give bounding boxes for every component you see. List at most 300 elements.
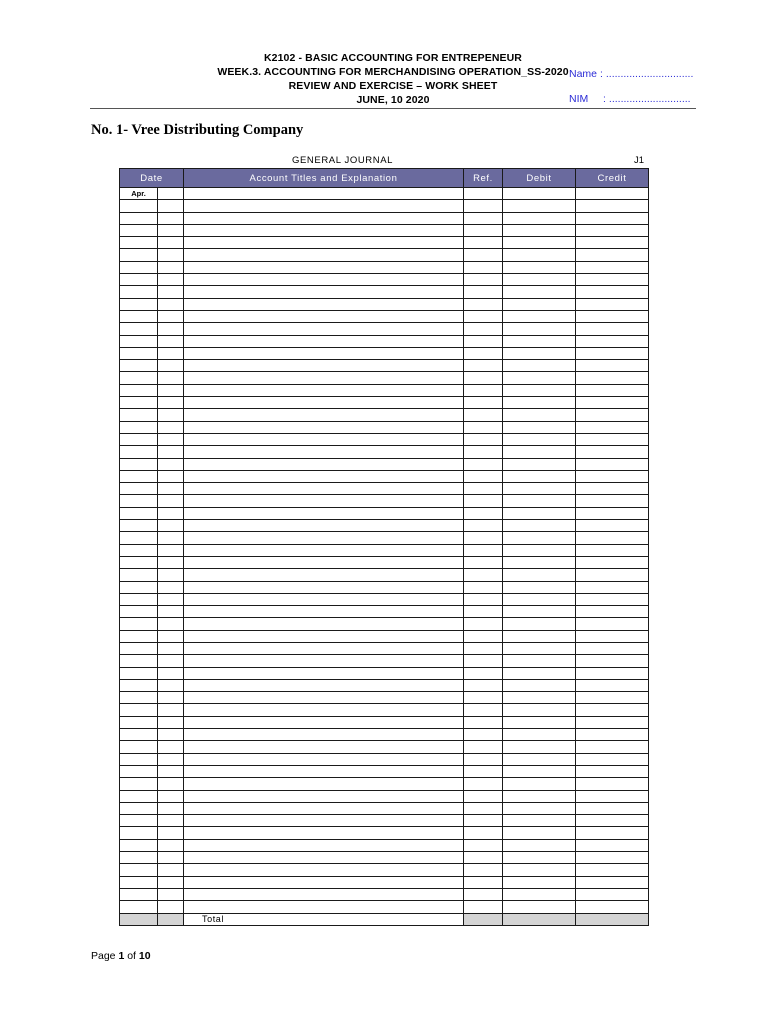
date-month-cell[interactable] — [120, 606, 158, 618]
date-month-cell[interactable] — [120, 433, 158, 445]
date-day-cell[interactable] — [158, 852, 184, 864]
ref-cell[interactable] — [464, 815, 503, 827]
debit-cell[interactable] — [503, 323, 576, 335]
ref-cell[interactable] — [464, 852, 503, 864]
account-cell[interactable] — [184, 495, 464, 507]
account-cell[interactable] — [184, 446, 464, 458]
date-month-cell[interactable] — [120, 520, 158, 532]
date-month-cell[interactable] — [120, 200, 158, 212]
debit-cell[interactable] — [503, 606, 576, 618]
ref-cell[interactable] — [464, 790, 503, 802]
debit-cell[interactable] — [503, 753, 576, 765]
account-cell[interactable] — [184, 261, 464, 273]
debit-cell[interactable] — [503, 507, 576, 519]
ref-cell[interactable] — [464, 778, 503, 790]
date-day-cell[interactable] — [158, 716, 184, 728]
debit-cell[interactable] — [503, 630, 576, 642]
date-month-cell[interactable] — [120, 692, 158, 704]
debit-cell[interactable] — [503, 852, 576, 864]
ref-cell[interactable] — [464, 200, 503, 212]
debit-cell[interactable] — [503, 876, 576, 888]
date-month-cell[interactable] — [120, 901, 158, 913]
date-month-cell[interactable] — [120, 864, 158, 876]
account-cell[interactable] — [184, 704, 464, 716]
date-day-cell[interactable] — [158, 483, 184, 495]
credit-cell[interactable] — [576, 274, 649, 286]
debit-cell[interactable] — [503, 729, 576, 741]
debit-cell[interactable] — [503, 372, 576, 384]
ref-cell[interactable] — [464, 188, 503, 200]
credit-cell[interactable] — [576, 679, 649, 691]
account-cell[interactable] — [184, 716, 464, 728]
total-debit-cell[interactable] — [503, 913, 576, 925]
account-cell[interactable] — [184, 224, 464, 236]
date-month-cell[interactable] — [120, 876, 158, 888]
date-month-cell[interactable] — [120, 495, 158, 507]
date-month-cell[interactable] — [120, 839, 158, 851]
date-day-cell[interactable] — [158, 384, 184, 396]
credit-cell[interactable] — [576, 458, 649, 470]
ref-cell[interactable] — [464, 729, 503, 741]
credit-cell[interactable] — [576, 815, 649, 827]
date-day-cell[interactable] — [158, 864, 184, 876]
ref-cell[interactable] — [464, 642, 503, 654]
ref-cell[interactable] — [464, 224, 503, 236]
account-cell[interactable] — [184, 532, 464, 544]
account-cell[interactable] — [184, 655, 464, 667]
credit-cell[interactable] — [576, 630, 649, 642]
date-day-cell[interactable] — [158, 827, 184, 839]
account-cell[interactable] — [184, 593, 464, 605]
date-month-cell[interactable] — [120, 360, 158, 372]
date-day-cell[interactable] — [158, 544, 184, 556]
date-day-cell[interactable] — [158, 815, 184, 827]
account-cell[interactable] — [184, 544, 464, 556]
debit-cell[interactable] — [503, 802, 576, 814]
date-month-cell[interactable] — [120, 827, 158, 839]
debit-cell[interactable] — [503, 520, 576, 532]
ref-cell[interactable] — [464, 261, 503, 273]
debit-cell[interactable] — [503, 765, 576, 777]
date-day-cell[interactable] — [158, 765, 184, 777]
account-cell[interactable] — [184, 569, 464, 581]
credit-cell[interactable] — [576, 790, 649, 802]
ref-cell[interactable] — [464, 630, 503, 642]
ref-cell[interactable] — [464, 335, 503, 347]
ref-cell[interactable] — [464, 839, 503, 851]
credit-cell[interactable] — [576, 753, 649, 765]
credit-cell[interactable] — [576, 470, 649, 482]
debit-cell[interactable] — [503, 483, 576, 495]
date-month-cell[interactable] — [120, 397, 158, 409]
date-month-cell[interactable] — [120, 593, 158, 605]
credit-cell[interactable] — [576, 852, 649, 864]
account-cell[interactable] — [184, 839, 464, 851]
account-cell[interactable] — [184, 421, 464, 433]
date-day-cell[interactable] — [158, 347, 184, 359]
account-cell[interactable] — [184, 618, 464, 630]
account-cell[interactable] — [184, 360, 464, 372]
ref-cell[interactable] — [464, 606, 503, 618]
ref-cell[interactable] — [464, 433, 503, 445]
debit-cell[interactable] — [503, 310, 576, 322]
date-day-cell[interactable] — [158, 397, 184, 409]
credit-cell[interactable] — [576, 249, 649, 261]
account-cell[interactable] — [184, 876, 464, 888]
ref-cell[interactable] — [464, 347, 503, 359]
account-cell[interactable] — [184, 692, 464, 704]
debit-cell[interactable] — [503, 421, 576, 433]
debit-cell[interactable] — [503, 335, 576, 347]
credit-cell[interactable] — [576, 618, 649, 630]
credit-cell[interactable] — [576, 778, 649, 790]
date-month-cell[interactable] — [120, 409, 158, 421]
date-day-cell[interactable] — [158, 581, 184, 593]
date-month-cell[interactable] — [120, 310, 158, 322]
account-cell[interactable] — [184, 384, 464, 396]
account-cell[interactable] — [184, 581, 464, 593]
debit-cell[interactable] — [503, 360, 576, 372]
ref-cell[interactable] — [464, 888, 503, 900]
credit-cell[interactable] — [576, 839, 649, 851]
debit-cell[interactable] — [503, 704, 576, 716]
date-month-cell[interactable] — [120, 372, 158, 384]
credit-cell[interactable] — [576, 384, 649, 396]
date-day-cell[interactable] — [158, 495, 184, 507]
date-month-cell[interactable] — [120, 507, 158, 519]
debit-cell[interactable] — [503, 569, 576, 581]
credit-cell[interactable] — [576, 224, 649, 236]
credit-cell[interactable] — [576, 310, 649, 322]
total-credit-cell[interactable] — [576, 913, 649, 925]
date-month-cell[interactable] — [120, 335, 158, 347]
account-cell[interactable] — [184, 765, 464, 777]
account-cell[interactable] — [184, 433, 464, 445]
credit-cell[interactable] — [576, 261, 649, 273]
date-month-cell[interactable] — [120, 704, 158, 716]
credit-cell[interactable] — [576, 544, 649, 556]
account-cell[interactable] — [184, 630, 464, 642]
date-day-cell[interactable] — [158, 458, 184, 470]
account-cell[interactable] — [184, 323, 464, 335]
account-cell[interactable] — [184, 212, 464, 224]
ref-cell[interactable] — [464, 495, 503, 507]
date-day-cell[interactable] — [158, 618, 184, 630]
account-cell[interactable] — [184, 507, 464, 519]
credit-cell[interactable] — [576, 888, 649, 900]
date-month-cell[interactable] — [120, 544, 158, 556]
ref-cell[interactable] — [464, 372, 503, 384]
date-month-cell[interactable] — [120, 298, 158, 310]
debit-cell[interactable] — [503, 384, 576, 396]
credit-cell[interactable] — [576, 765, 649, 777]
account-cell[interactable] — [184, 753, 464, 765]
date-month-cell[interactable] — [120, 581, 158, 593]
date-month-cell[interactable] — [120, 532, 158, 544]
ref-cell[interactable] — [464, 556, 503, 568]
debit-cell[interactable] — [503, 286, 576, 298]
debit-cell[interactable] — [503, 458, 576, 470]
date-day-cell[interactable] — [158, 200, 184, 212]
ref-cell[interactable] — [464, 655, 503, 667]
date-day-cell[interactable] — [158, 372, 184, 384]
ref-cell[interactable] — [464, 753, 503, 765]
debit-cell[interactable] — [503, 556, 576, 568]
account-cell[interactable] — [184, 274, 464, 286]
date-day-cell[interactable] — [158, 286, 184, 298]
ref-cell[interactable] — [464, 458, 503, 470]
ref-cell[interactable] — [464, 212, 503, 224]
student-name-field[interactable] — [569, 68, 693, 80]
credit-cell[interactable] — [576, 876, 649, 888]
date-month-cell[interactable] — [120, 237, 158, 249]
debit-cell[interactable] — [503, 593, 576, 605]
credit-cell[interactable] — [576, 495, 649, 507]
account-cell[interactable] — [184, 483, 464, 495]
account-cell[interactable] — [184, 310, 464, 322]
date-month-cell[interactable] — [120, 446, 158, 458]
ref-cell[interactable] — [464, 618, 503, 630]
date-day-cell[interactable] — [158, 876, 184, 888]
date-month-cell[interactable] — [120, 212, 158, 224]
student-nim-field[interactable] — [569, 93, 691, 105]
debit-cell[interactable] — [503, 188, 576, 200]
credit-cell[interactable] — [576, 446, 649, 458]
date-day-cell[interactable] — [158, 360, 184, 372]
credit-cell[interactable] — [576, 298, 649, 310]
date-day-cell[interactable] — [158, 446, 184, 458]
credit-cell[interactable] — [576, 200, 649, 212]
date-month-cell[interactable] — [120, 655, 158, 667]
account-cell[interactable] — [184, 298, 464, 310]
account-cell[interactable] — [184, 679, 464, 691]
debit-cell[interactable] — [503, 200, 576, 212]
debit-cell[interactable] — [503, 888, 576, 900]
date-month-cell[interactable] — [120, 778, 158, 790]
ref-cell[interactable] — [464, 569, 503, 581]
debit-cell[interactable] — [503, 655, 576, 667]
account-cell[interactable] — [184, 852, 464, 864]
date-day-cell[interactable] — [158, 692, 184, 704]
account-cell[interactable] — [184, 815, 464, 827]
account-cell[interactable] — [184, 556, 464, 568]
date-day-cell[interactable] — [158, 741, 184, 753]
credit-cell[interactable] — [576, 642, 649, 654]
credit-cell[interactable] — [576, 569, 649, 581]
debit-cell[interactable] — [503, 274, 576, 286]
credit-cell[interactable] — [576, 360, 649, 372]
ref-cell[interactable] — [464, 704, 503, 716]
ref-cell[interactable] — [464, 421, 503, 433]
credit-cell[interactable] — [576, 593, 649, 605]
date-day-cell[interactable] — [158, 839, 184, 851]
debit-cell[interactable] — [503, 249, 576, 261]
debit-cell[interactable] — [503, 224, 576, 236]
debit-cell[interactable] — [503, 532, 576, 544]
date-month-cell[interactable] — [120, 618, 158, 630]
account-cell[interactable] — [184, 790, 464, 802]
credit-cell[interactable] — [576, 827, 649, 839]
credit-cell[interactable] — [576, 741, 649, 753]
date-month-cell[interactable] — [120, 470, 158, 482]
credit-cell[interactable] — [576, 581, 649, 593]
credit-cell[interactable] — [576, 667, 649, 679]
credit-cell[interactable] — [576, 864, 649, 876]
debit-cell[interactable] — [503, 864, 576, 876]
date-day-cell[interactable] — [158, 630, 184, 642]
ref-cell[interactable] — [464, 298, 503, 310]
ref-cell[interactable] — [464, 692, 503, 704]
date-day-cell[interactable] — [158, 753, 184, 765]
date-month-cell[interactable] — [120, 765, 158, 777]
ref-cell[interactable] — [464, 581, 503, 593]
debit-cell[interactable] — [503, 446, 576, 458]
date-day-cell[interactable] — [158, 556, 184, 568]
debit-cell[interactable] — [503, 212, 576, 224]
date-day-cell[interactable] — [158, 802, 184, 814]
date-day-cell[interactable] — [158, 901, 184, 913]
credit-cell[interactable] — [576, 901, 649, 913]
account-cell[interactable] — [184, 667, 464, 679]
account-cell[interactable] — [184, 827, 464, 839]
debit-cell[interactable] — [503, 679, 576, 691]
date-day-cell[interactable] — [158, 778, 184, 790]
account-cell[interactable] — [184, 335, 464, 347]
debit-cell[interactable] — [503, 790, 576, 802]
ref-cell[interactable] — [464, 679, 503, 691]
date-day-cell[interactable] — [158, 249, 184, 261]
date-month-cell[interactable] — [120, 224, 158, 236]
debit-cell[interactable] — [503, 409, 576, 421]
date-month-cell[interactable] — [120, 790, 158, 802]
debit-cell[interactable] — [503, 495, 576, 507]
date-day-cell[interactable] — [158, 520, 184, 532]
date-day-cell[interactable] — [158, 409, 184, 421]
debit-cell[interactable] — [503, 618, 576, 630]
date-day-cell[interactable] — [158, 261, 184, 273]
date-day-cell[interactable] — [158, 606, 184, 618]
date-month-cell[interactable] — [120, 852, 158, 864]
account-cell[interactable] — [184, 409, 464, 421]
date-day-cell[interactable] — [158, 212, 184, 224]
date-day-cell[interactable] — [158, 507, 184, 519]
account-cell[interactable] — [184, 188, 464, 200]
date-month-cell[interactable] — [120, 630, 158, 642]
account-cell[interactable] — [184, 802, 464, 814]
ref-cell[interactable] — [464, 397, 503, 409]
debit-cell[interactable] — [503, 901, 576, 913]
date-day-cell[interactable] — [158, 790, 184, 802]
ref-cell[interactable] — [464, 507, 503, 519]
credit-cell[interactable] — [576, 520, 649, 532]
date-day-cell[interactable] — [158, 237, 184, 249]
date-month-cell[interactable] — [120, 274, 158, 286]
ref-cell[interactable] — [464, 876, 503, 888]
account-cell[interactable] — [184, 901, 464, 913]
ref-cell[interactable] — [464, 901, 503, 913]
ref-cell[interactable] — [464, 827, 503, 839]
date-day-cell[interactable] — [158, 642, 184, 654]
account-cell[interactable] — [184, 642, 464, 654]
ref-cell[interactable] — [464, 741, 503, 753]
date-day-cell[interactable] — [158, 310, 184, 322]
date-month-cell[interactable] — [120, 569, 158, 581]
ref-cell[interactable] — [464, 802, 503, 814]
debit-cell[interactable] — [503, 815, 576, 827]
ref-cell[interactable] — [464, 765, 503, 777]
credit-cell[interactable] — [576, 237, 649, 249]
credit-cell[interactable] — [576, 655, 649, 667]
date-month-cell[interactable] — [120, 286, 158, 298]
credit-cell[interactable] — [576, 483, 649, 495]
credit-cell[interactable] — [576, 212, 649, 224]
credit-cell[interactable] — [576, 692, 649, 704]
credit-cell[interactable] — [576, 507, 649, 519]
date-day-cell[interactable] — [158, 224, 184, 236]
date-day-cell[interactable] — [158, 433, 184, 445]
ref-cell[interactable] — [464, 310, 503, 322]
date-day-cell[interactable] — [158, 704, 184, 716]
date-month-cell[interactable] — [120, 347, 158, 359]
date-day-cell[interactable] — [158, 470, 184, 482]
debit-cell[interactable] — [503, 298, 576, 310]
ref-cell[interactable] — [464, 237, 503, 249]
ref-cell[interactable] — [464, 716, 503, 728]
account-cell[interactable] — [184, 286, 464, 298]
credit-cell[interactable] — [576, 347, 649, 359]
debit-cell[interactable] — [503, 237, 576, 249]
date-day-cell[interactable] — [158, 679, 184, 691]
ref-cell[interactable] — [464, 323, 503, 335]
date-month-cell[interactable] — [120, 384, 158, 396]
date-day-cell[interactable] — [158, 335, 184, 347]
credit-cell[interactable] — [576, 286, 649, 298]
credit-cell[interactable] — [576, 397, 649, 409]
credit-cell[interactable] — [576, 556, 649, 568]
ref-cell[interactable] — [464, 483, 503, 495]
date-day-cell[interactable] — [158, 667, 184, 679]
date-month-cell[interactable] — [120, 483, 158, 495]
ref-cell[interactable] — [464, 544, 503, 556]
credit-cell[interactable] — [576, 716, 649, 728]
ref-cell[interactable] — [464, 384, 503, 396]
debit-cell[interactable] — [503, 347, 576, 359]
ref-cell[interactable] — [464, 520, 503, 532]
date-month-cell[interactable] — [120, 802, 158, 814]
date-day-cell[interactable] — [158, 655, 184, 667]
credit-cell[interactable] — [576, 704, 649, 716]
credit-cell[interactable] — [576, 323, 649, 335]
debit-cell[interactable] — [503, 642, 576, 654]
debit-cell[interactable] — [503, 839, 576, 851]
date-month-cell[interactable] — [120, 323, 158, 335]
date-month-cell[interactable] — [120, 716, 158, 728]
account-cell[interactable] — [184, 372, 464, 384]
date-day-cell[interactable] — [158, 888, 184, 900]
credit-cell[interactable] — [576, 606, 649, 618]
date-day-cell[interactable] — [158, 729, 184, 741]
ref-cell[interactable] — [464, 446, 503, 458]
date-month-cell[interactable] — [120, 458, 158, 470]
date-day-cell[interactable] — [158, 593, 184, 605]
ref-cell[interactable] — [464, 593, 503, 605]
date-month-cell[interactable] — [120, 667, 158, 679]
debit-cell[interactable] — [503, 470, 576, 482]
date-month-cell[interactable] — [120, 729, 158, 741]
account-cell[interactable] — [184, 864, 464, 876]
debit-cell[interactable] — [503, 397, 576, 409]
ref-cell[interactable] — [464, 667, 503, 679]
